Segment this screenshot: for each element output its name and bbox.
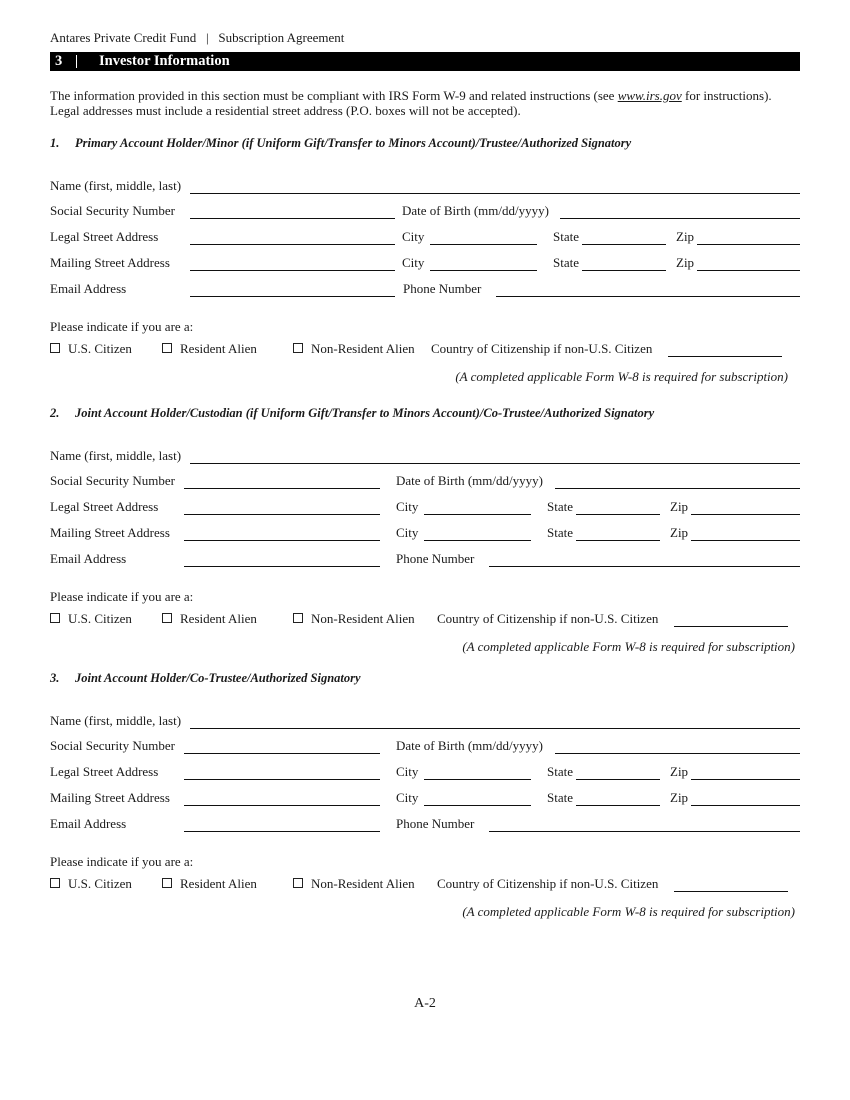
checkbox[interactable] xyxy=(50,878,60,888)
citizenship-option[interactable] xyxy=(50,341,132,357)
zip-label: Zip xyxy=(670,790,689,805)
zip-field[interactable] xyxy=(697,256,800,271)
email-label: Email Address xyxy=(50,551,127,566)
zip-label: Zip xyxy=(670,525,689,540)
phone-field[interactable] xyxy=(496,282,800,297)
state-label: State xyxy=(553,229,579,244)
mailing-address-field[interactable] xyxy=(184,791,380,806)
citizenship-option[interactable] xyxy=(293,611,415,627)
name-label: Name (first, middle, last) xyxy=(50,448,182,463)
zip-field[interactable] xyxy=(691,526,800,541)
checkbox[interactable] xyxy=(293,878,303,888)
state-field[interactable] xyxy=(576,765,660,780)
legal-address-field[interactable] xyxy=(190,230,395,245)
checkbox-label: Resident Alien xyxy=(180,341,257,356)
legal-address-label: Legal Street Address xyxy=(50,499,159,514)
email-field[interactable] xyxy=(190,282,395,297)
country-label: Country of Citizenship if non-U.S. Citizen xyxy=(437,611,659,626)
section-title-text: Primary Account Holder/Minor (if Uniform Gift/Transfer to Minors Account)/Trustee/Authorized Signatory xyxy=(75,136,632,150)
city-label: City xyxy=(396,764,419,779)
citizenship-prompt: Please indicate if you are a: xyxy=(50,589,194,604)
dob-label: Date of Birth (mm/dd/yyyy) xyxy=(402,203,549,218)
citizenship-option[interactable] xyxy=(162,611,257,627)
section-number: 3. xyxy=(50,671,60,685)
checkbox-label: U.S. Citizen xyxy=(68,876,132,891)
name-field[interactable] xyxy=(190,179,800,194)
section-banner xyxy=(50,52,800,71)
investor-section-2 xyxy=(0,406,850,666)
checkbox[interactable] xyxy=(50,343,60,353)
city-field[interactable] xyxy=(430,230,537,245)
country-label: Country of Citizenship if non-U.S. Citizen xyxy=(431,341,653,356)
citizenship-prompt: Please indicate if you are a: xyxy=(50,854,194,869)
legal-address-label: Legal Street Address xyxy=(50,229,159,244)
zip-label: Zip xyxy=(670,499,689,514)
checkbox-label: Non-Resident Alien xyxy=(311,611,415,626)
dob-field[interactable] xyxy=(555,474,800,489)
state-field[interactable] xyxy=(582,256,666,271)
ssn-field[interactable] xyxy=(184,739,380,754)
country-field[interactable] xyxy=(668,342,782,357)
checkbox-label: Resident Alien xyxy=(180,876,257,891)
checkbox-label: Non-Resident Alien xyxy=(311,876,415,891)
running-header xyxy=(50,30,344,46)
city-field[interactable] xyxy=(430,256,537,271)
state-label: State xyxy=(547,764,573,779)
mailing-address-label: Mailing Street Address xyxy=(50,790,170,805)
city-label: City xyxy=(396,790,419,805)
mailing-address-field[interactable] xyxy=(184,526,380,541)
section-title xyxy=(50,406,654,421)
city-label: City xyxy=(402,255,425,270)
citizenship-prompt: Please indicate if you are a: xyxy=(50,319,194,334)
investor-section-1 xyxy=(0,136,850,396)
banner-number: 3 xyxy=(55,53,63,69)
intro-text-before: The information provided in this section must be compliant with IRS Form W-9 and related instructions (see xyxy=(50,88,618,103)
checkbox[interactable] xyxy=(162,613,172,623)
checkbox[interactable] xyxy=(293,613,303,623)
checkbox-label: Non-Resident Alien xyxy=(311,341,415,356)
banner-divider xyxy=(76,55,77,68)
state-field[interactable] xyxy=(576,791,660,806)
legal-address-field[interactable] xyxy=(184,500,380,515)
phone-label: Phone Number xyxy=(396,816,475,831)
legal-address-field[interactable] xyxy=(184,765,380,780)
zip-label: Zip xyxy=(676,229,695,244)
section-number: 1. xyxy=(50,136,60,150)
irs-link[interactable]: www.irs.gov xyxy=(617,88,682,103)
phone-label: Phone Number xyxy=(403,281,482,296)
dob-label: Date of Birth (mm/dd/yyyy) xyxy=(396,473,543,488)
city-field[interactable] xyxy=(424,791,531,806)
country-field[interactable] xyxy=(674,612,788,627)
section-title-text: Joint Account Holder/Co-Trustee/Authorized Signatory xyxy=(75,671,361,685)
email-label: Email Address xyxy=(50,281,127,296)
w8-note: (A completed applicable Form W-8 is required for subscription) xyxy=(455,369,788,384)
checkbox[interactable] xyxy=(162,878,172,888)
zip-field[interactable] xyxy=(691,500,800,515)
investor-section-3 xyxy=(0,671,850,931)
zip-field[interactable] xyxy=(691,791,800,806)
checkbox[interactable] xyxy=(50,613,60,623)
citizenship-option[interactable] xyxy=(293,876,415,892)
phone-label: Phone Number xyxy=(396,551,475,566)
mailing-address-field[interactable] xyxy=(190,256,395,271)
state-label: State xyxy=(547,499,573,514)
name-field[interactable] xyxy=(190,449,800,464)
checkbox[interactable] xyxy=(293,343,303,353)
section-title xyxy=(50,671,361,686)
country-field[interactable] xyxy=(674,877,788,892)
phone-field[interactable] xyxy=(489,552,800,567)
document-title: Subscription Agreement xyxy=(218,30,345,45)
citizenship-option[interactable] xyxy=(162,341,257,357)
checkbox-label: Resident Alien xyxy=(180,611,257,626)
mailing-address-label: Mailing Street Address xyxy=(50,255,170,270)
email-field[interactable] xyxy=(184,552,380,567)
dob-label: Date of Birth (mm/dd/yyyy) xyxy=(396,738,543,753)
city-field[interactable] xyxy=(424,500,531,515)
country-label: Country of Citizenship if non-U.S. Citizen xyxy=(437,876,659,891)
ssn-label: Social Security Number xyxy=(50,738,175,753)
name-label: Name (first, middle, last) xyxy=(50,713,182,728)
email-label: Email Address xyxy=(50,816,127,831)
state-field[interactable] xyxy=(576,500,660,515)
checkbox-label: U.S. Citizen xyxy=(68,611,132,626)
legal-address-label: Legal Street Address xyxy=(50,764,159,779)
name-label: Name (first, middle, last) xyxy=(50,178,182,193)
dob-field[interactable] xyxy=(555,739,800,754)
zip-label: Zip xyxy=(676,255,695,270)
w8-note: (A completed applicable Form W-8 is required for subscription) xyxy=(462,904,795,919)
intro-text-after: for instructions). Legal addresses must include a residential street address (P.O. boxes will not be accepted). xyxy=(50,88,772,118)
name-field[interactable] xyxy=(190,714,800,729)
zip-label: Zip xyxy=(670,764,689,779)
checkbox-label: U.S. Citizen xyxy=(68,341,132,356)
city-field[interactable] xyxy=(424,765,531,780)
checkbox[interactable] xyxy=(162,343,172,353)
state-label: State xyxy=(547,790,573,805)
citizenship-option[interactable] xyxy=(50,611,132,627)
banner-title: Investor Information xyxy=(99,53,230,69)
zip-field[interactable] xyxy=(697,230,800,245)
email-field[interactable] xyxy=(184,817,380,832)
intro-paragraph xyxy=(50,88,800,118)
state-label: State xyxy=(547,525,573,540)
page-number: A-2 xyxy=(414,996,436,1011)
ssn-field[interactable] xyxy=(184,474,380,489)
state-field[interactable] xyxy=(582,230,666,245)
section-title-text: Joint Account Holder/Custodian (if Uniform Gift/Transfer to Minors Account)/Co-Trustee/Authorized Signatory xyxy=(75,406,655,420)
phone-field[interactable] xyxy=(489,817,800,832)
state-field[interactable] xyxy=(576,526,660,541)
ssn-field[interactable] xyxy=(190,204,395,219)
mailing-address-label: Mailing Street Address xyxy=(50,525,170,540)
city-label: City xyxy=(396,525,419,540)
zip-field[interactable] xyxy=(691,765,800,780)
citizenship-option[interactable] xyxy=(293,341,415,357)
section-title xyxy=(50,136,631,151)
city-label: City xyxy=(396,499,419,514)
city-label: City xyxy=(402,229,425,244)
citizenship-option[interactable] xyxy=(162,876,257,892)
citizenship-option[interactable] xyxy=(50,876,132,892)
fund-name: Antares Private Credit Fund xyxy=(50,30,197,45)
w8-note: (A completed applicable Form W-8 is required for subscription) xyxy=(462,639,795,654)
ssn-label: Social Security Number xyxy=(50,473,175,488)
city-field[interactable] xyxy=(424,526,531,541)
state-label: State xyxy=(553,255,579,270)
ssn-label: Social Security Number xyxy=(50,203,175,218)
header-separator: | xyxy=(205,30,209,45)
section-number: 2. xyxy=(50,406,60,420)
dob-field[interactable] xyxy=(560,204,800,219)
